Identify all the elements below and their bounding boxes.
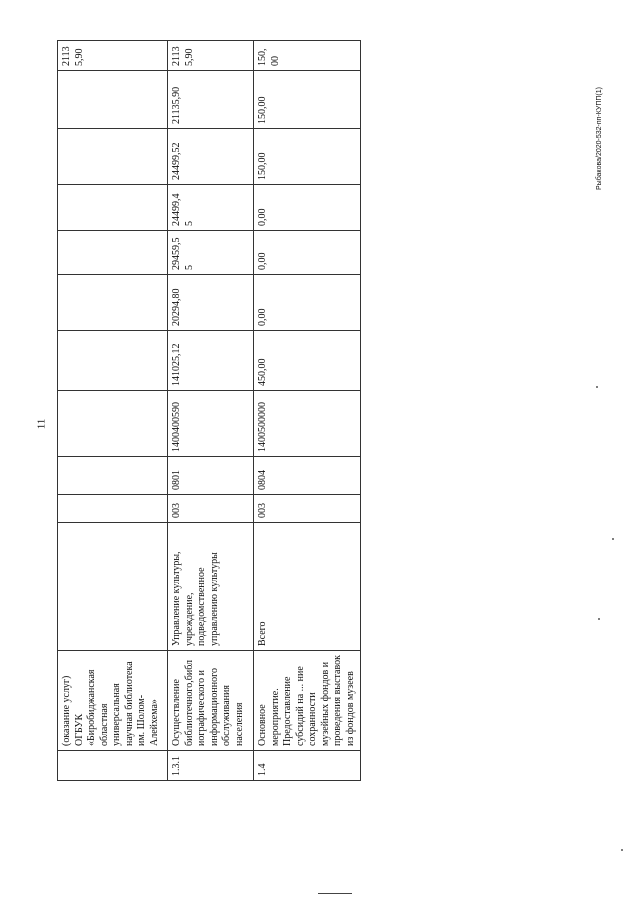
cell-executor: Всего (254, 523, 361, 651)
cell-v3: 29459,55 (168, 231, 254, 275)
budget-table-rotated (57, 41, 356, 781)
cell-grbs (58, 495, 168, 523)
cell-v7: 150,00 (254, 41, 361, 71)
cell-grbs: 003 (254, 495, 361, 523)
scan-speck (612, 538, 614, 540)
cell-v7: 21135,90 (58, 41, 168, 71)
cell-v4 (58, 185, 168, 231)
scan-speck (621, 849, 623, 851)
cell-no: 1.4 (254, 751, 361, 781)
cell-name: Осуществление библиотечного,библиографического и информационного обслуживания населения (168, 651, 254, 751)
cell-v4: 24499,45 (168, 185, 254, 231)
cell-v5: 24499,52 (168, 129, 254, 185)
document-stamp-label: Рыбакова/2020-532-пп-КУПП(1) (596, 86, 604, 191)
cell-v2: 20294,80 (168, 275, 254, 331)
table-row (168, 41, 254, 781)
scan-speck (596, 386, 598, 388)
cell-v7: 21135,90 (168, 41, 254, 71)
cell-v1: 450,00 (254, 331, 361, 391)
cell-v2: 0,00 (254, 275, 361, 331)
table-row (58, 41, 168, 781)
cell-name: (оказание услуг) ОГБУК «Биробиджанская областная универсальная научная библиотека им. Шолом-Алейхема» (58, 651, 168, 751)
budget-table (57, 40, 361, 781)
cell-csr: 1400400590 (168, 391, 254, 457)
cell-v2 (58, 275, 168, 331)
scan-speck (598, 618, 600, 620)
cell-v6: 21135,90 (168, 71, 254, 129)
cell-executor: Управление культуры, учреждение, подведомственное управлению культуры (168, 523, 254, 651)
cell-v3 (58, 231, 168, 275)
cell-v1: 141025,12 (168, 331, 254, 391)
cell-v4: 0,00 (254, 185, 361, 231)
cell-rzpr: 0801 (168, 457, 254, 495)
scan-edge-mark (318, 893, 352, 894)
cell-rzpr (58, 457, 168, 495)
cell-no: 1.3.1 (168, 751, 254, 781)
cell-v5 (58, 129, 168, 185)
cell-csr: 1400500000 (254, 391, 361, 457)
page-number: 11 (35, 418, 48, 430)
table-row (254, 41, 361, 781)
cell-v1 (58, 331, 168, 391)
cell-grbs: 003 (168, 495, 254, 523)
cell-no (58, 751, 168, 781)
cell-v6: 150,00 (254, 71, 361, 129)
cell-v6 (58, 71, 168, 129)
cell-csr (58, 391, 168, 457)
cell-v3: 0,00 (254, 231, 361, 275)
cell-v5: 150,00 (254, 129, 361, 185)
cell-rzpr: 0804 (254, 457, 361, 495)
cell-executor (58, 523, 168, 651)
cell-name: Основное мероприятие. Предоставление субсидий на ... ние сохранности музейных фондов и проведения выставок из фондов музеев (254, 651, 361, 751)
